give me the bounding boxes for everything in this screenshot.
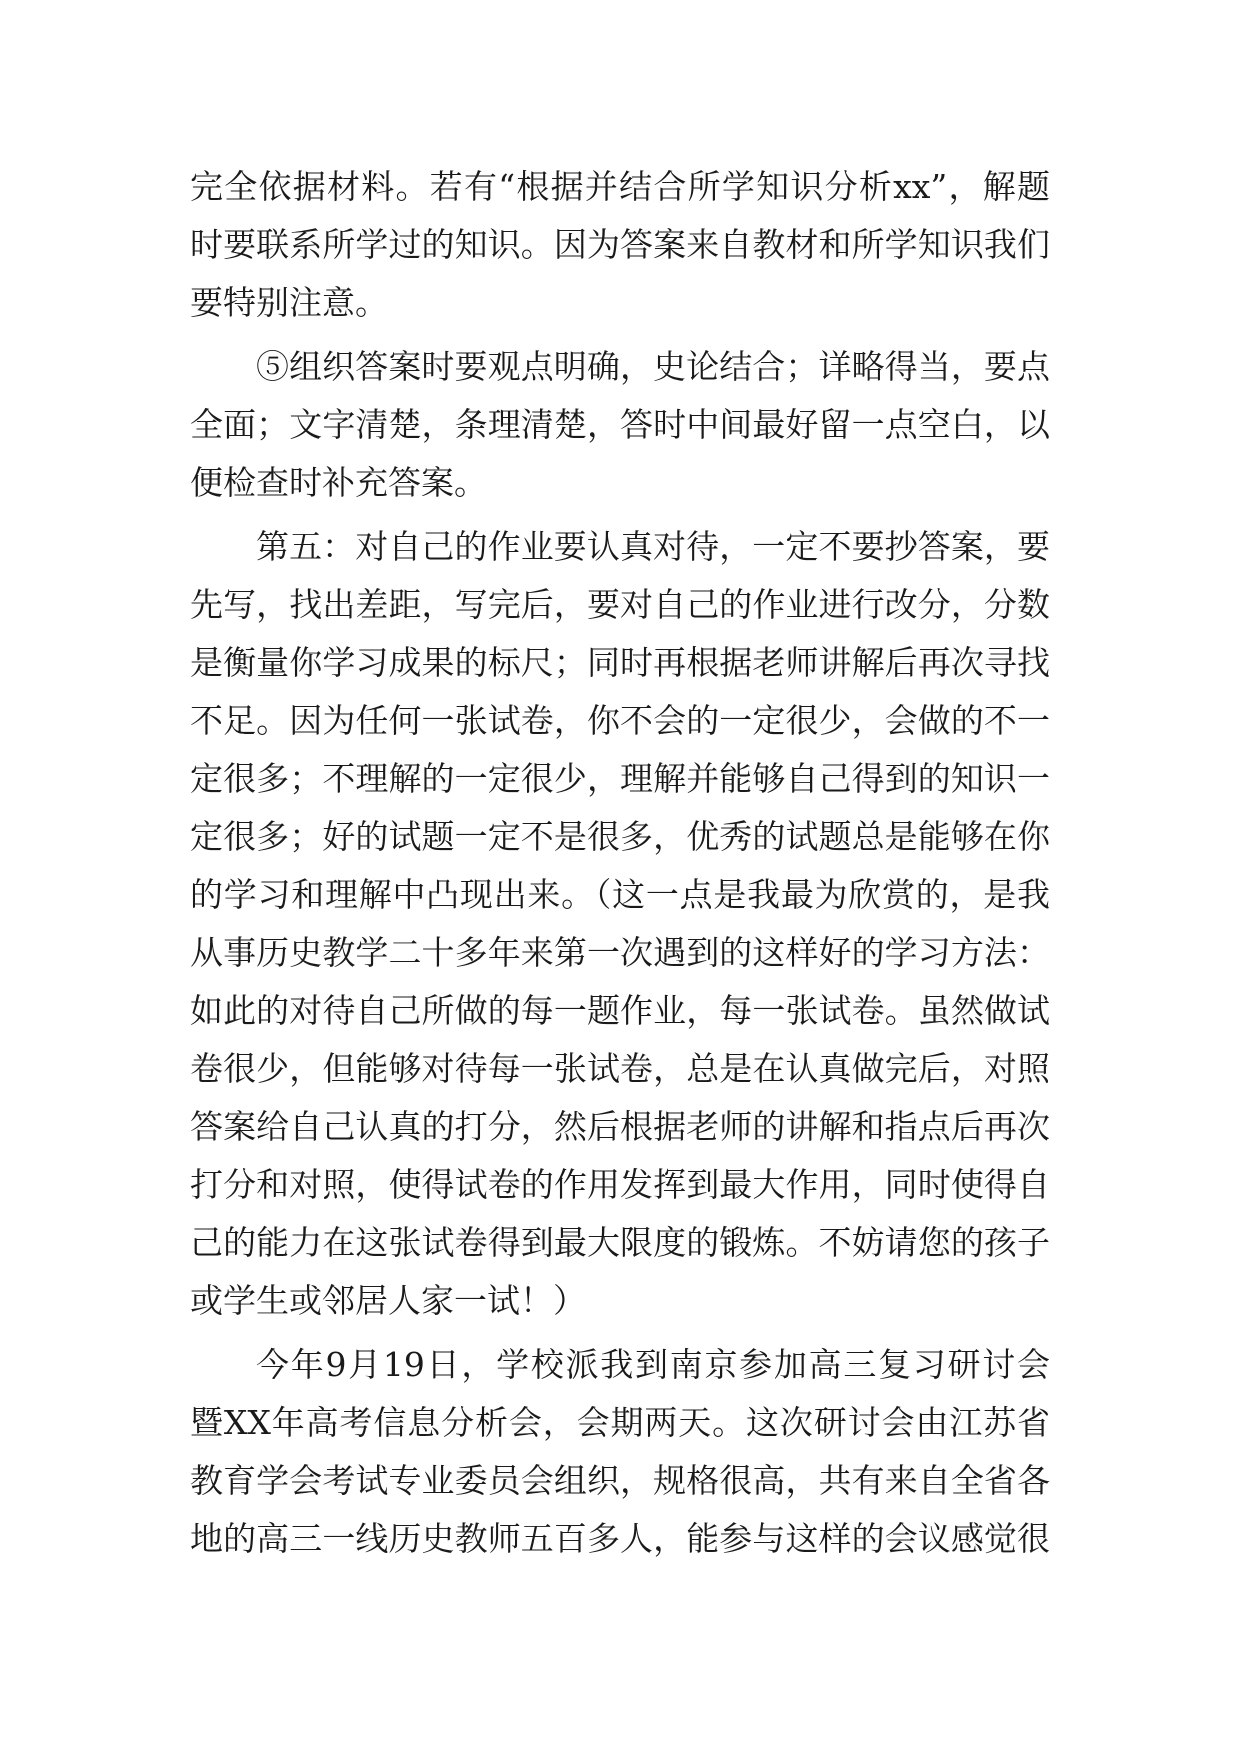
text-line: 先写，找出差距，写完后，要对自己的作业进行改分，分数 [190, 585, 1050, 624]
text-line: 的学习和理解中凸现出来。（这一点是我最为欣赏的，是我 [190, 875, 1050, 914]
text-line: ⑤组织答案时要观点明确，史论结合；详略得当，要点 [256, 347, 1050, 386]
text-line: 今年9月19日，学校派我到南京参加高三复习研讨会 [256, 1345, 1050, 1384]
text-line: 己的能力在这张试卷得到最大限度的锻炼。不妨请您的孩子 [190, 1223, 1050, 1262]
text-line: 定很多；好的试题一定不是很多，优秀的试题总是能够在你 [190, 817, 1050, 856]
text-line: 答案给自己认真的打分，然后根据老师的讲解和指点后再次 [190, 1107, 1050, 1146]
text-line: 不足。因为任何一张试卷，你不会的一定很少，会做的不一 [190, 701, 1050, 740]
text-line: 从事历史教学二十多年来第一次遇到的这样好的学习方法： [190, 933, 1050, 972]
text-line: 是衡量你学习成果的标尺；同时再根据老师讲解后再次寻找 [190, 643, 1050, 682]
text-line: 时要联系所学过的知识。因为答案来自教材和所学知识我们 [190, 225, 1050, 264]
text-line: 全面；文字清楚，条理清楚，答时中间最好留一点空白，以 [190, 405, 1050, 444]
paragraph [190, 518, 1050, 1330]
paragraph [190, 338, 1050, 512]
text-line: 要特别注意。 [190, 283, 388, 322]
text-line: 卷很少，但能够对待每一张试卷，总是在认真做完后，对照 [190, 1049, 1050, 1088]
paragraph [190, 1336, 1050, 1568]
text-line: 如此的对待自己所做的每一题作业，每一张试卷。虽然做试 [190, 991, 1050, 1030]
text-line: 或学生或邻居人家一试！） [190, 1281, 586, 1320]
text-line: 教育学会考试专业委员会组织，规格很高，共有来自全省各 [190, 1461, 1050, 1500]
text-line: 完全依据材料。若有“根据并结合所学知识分析xx”，解题 [190, 167, 1050, 206]
text-line: 便检查时补充答案。 [190, 463, 487, 502]
text-line: 第五：对自己的作业要认真对待，一定不要抄答案，要 [256, 527, 1050, 566]
text-line: 定很多；不理解的一定很少，理解并能够自己得到的知识一 [190, 759, 1050, 798]
document-body [190, 158, 1050, 1574]
text-line: 地的高三一线历史教师五百多人，能参与这样的会议感觉很 [190, 1519, 1050, 1558]
text-line: 暨XX年高考信息分析会，会期两天。这次研讨会由江苏省 [190, 1403, 1050, 1442]
text-line: 打分和对照，使得试卷的作用发挥到最大作用，同时使得自 [190, 1165, 1050, 1204]
paragraph [190, 158, 1050, 332]
